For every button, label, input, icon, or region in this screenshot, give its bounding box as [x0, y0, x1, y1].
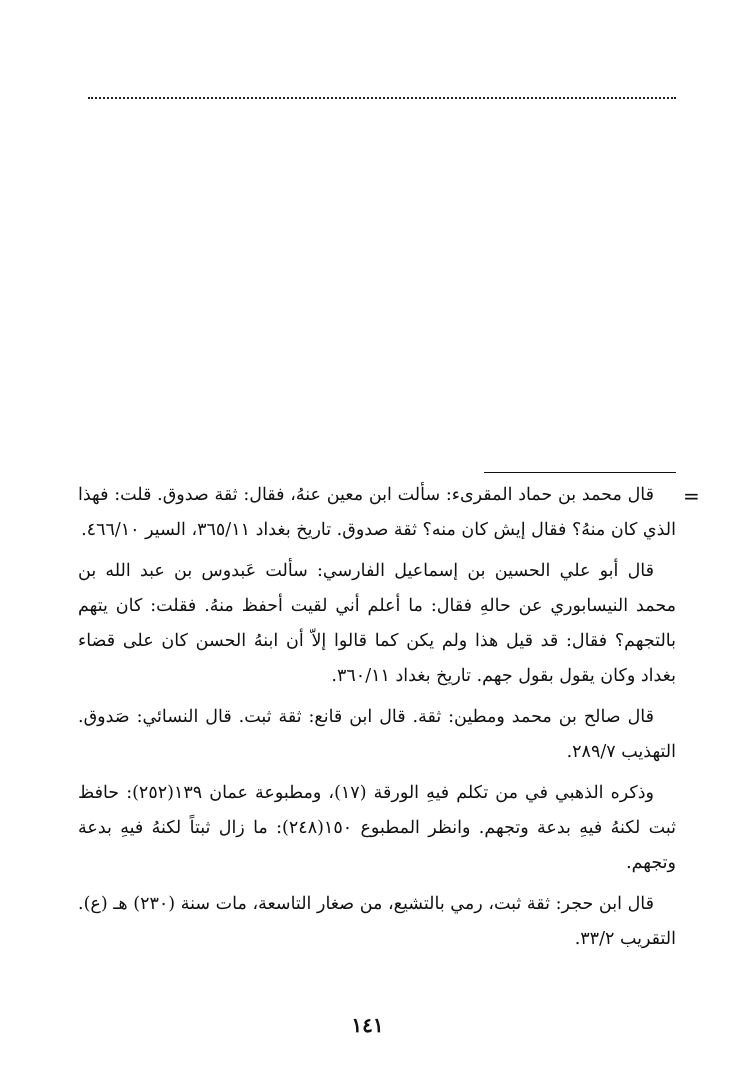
- header-dotted-separator: [88, 97, 676, 99]
- footnotes-section: [78, 478, 676, 963]
- footnote-continuation-mark: =: [683, 484, 700, 508]
- footnote-paragraph-4: وذكره الذهبي في من تكلم فيهِ الورقة (١٧)، ومطبوعة عمان ١٣٩(٢٥٢): حافظ ثبت لكنهُ فيهِ بدعة وتجهم. وانظر المطبوع ١٥٠(٢٤٨): ما زال ثبتاً لكنهُ فيهِ بدعة وتجهم.: [78, 783, 676, 873]
- page-number: ١٤١: [351, 1013, 384, 1037]
- footnote-paragraph-1: قال محمد بن حماد المقرىء: سألت ابن معين عنهُ، فقال: ثقة صدوق. قلت: فهذا الذي كان منهُ؟ فقال إيش كان منه؟ ثقة صدوق. تاريخ بغداد ٣٦٥/١١، السير ٤٦٦/١٠.: [78, 485, 676, 540]
- footnote-separator-rule: [484, 472, 676, 473]
- footnote-paragraph-5: قال ابن حجر: ثقة ثبت، رمي بالتشيع، من صغار التاسعة، مات سنة (٢٣٠) هـ (ع). التقريب ٣٣/٢.: [78, 894, 676, 949]
- footnote-paragraph-3: قال صالح بن محمد ومطين: ثقة. قال ابن قانع: ثقة ثبت. قال النسائي: صَدوق. التهذيب ٢٨٩/٧.: [78, 707, 676, 762]
- footnote-paragraph-2: قال أبو علي الحسين بن إسماعيل الفارسي: سألت عَبدوس بن عبد الله بن محمد النيسابوري عن حالهِ فقال: ما أعلم أني لقيت أحفظ منهُ. فقلت: كان يتهم بالتجهم؟ فقال: قد قيل هذا ولم يكن كما قالوا إلاّ أن ابنهُ الحسن كان على قضاء بغداد وكان يقول بقول جهم. تاريخ بغداد ٣٦٠/١١.: [78, 561, 676, 686]
